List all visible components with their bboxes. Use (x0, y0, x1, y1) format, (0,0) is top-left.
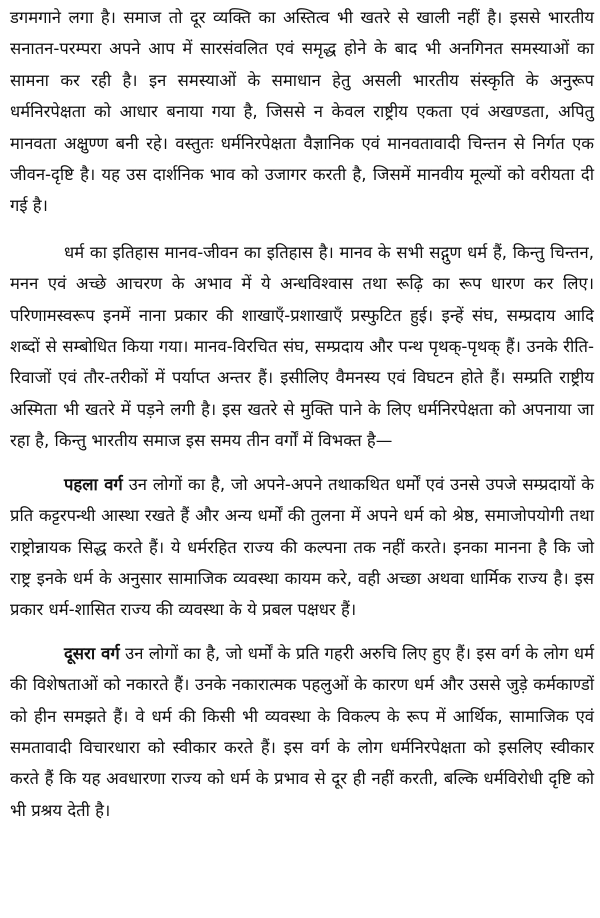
paragraph-first-class (10, 469, 594, 626)
document-page (10, 2, 594, 826)
paragraph-history-of-dharma: धर्म का इतिहास मानव-जीवन का इतिहास है। मानव के सभी सद्गुण धर्म हैं, किन्तु चिन्तन, मनन एवं अच्छे आचरण के अभाव में ये अन्धविश्वास तथा रूढ़ि का रूप धारण कर लिए। परिणामस्वरूप इनमें नाना प्रकार की शाखाएँ-प्रशाखाएँ प्रस्फुटित हुई। इन्हें संघ, सम्प्रदाय आदि शब्दों से सम्बोधित किया गया। मानव-विरचित संघ, सम्प्रदाय और पन्थ पृथक्-पृथक् हैं। उनके रीति-रिवाजों एवं तौर-तरीकों में पर्याप्त अन्तर हैं। इसीलिए वैमनस्य एवं विघटन होते हैं। सम्प्रति राष्ट्रीय अस्मिता भी खतरे में पड़ने लगी है। इस खतरे से मुक्ति पाने के लिए धर्मनिरपेक्षता को अपनाया जा रहा है, किन्तु भारतीय समाज इस समय तीन वर्गों में विभक्त है— (10, 242, 594, 451)
second-class-text: उन लोगों का है, जो धर्मों के प्रति गहरी अरुचि लिए हुए हैं। इस वर्ग के लोग धर्म की विशेषताओं को नकारते हैं। उनके नकारात्मक पहलुओं के कारण धर्म और उससे जुड़े कर्मकाण्डों को हीन समझते हैं। वे धर्म की किसी भी व्यवस्था के विकल्प के रूप में आर्थिक, सामाजिक एवं समतावादी विचारधारा को स्वीकार करते हैं। इस वर्ग के लोग धर्मनिरपेक्षता को इसलिए स्वीकार करते हैं कि यह अवधारणा राज्य को धर्म के प्रभाव से दूर ही नहीं करती, बल्कि धर्मविरोधी दृष्टि को भी प्रश्रय देती है। (10, 643, 594, 820)
second-class-term: दूसरा वर्ग (64, 643, 120, 663)
paragraph-continuation: डगमगाने लगा है। समाज तो दूर व्यक्ति का अस्तित्व भी खतरे से खाली नहीं है। इससे भारतीय सनातन-परम्परा अपने आप में सारसंवलित एवं समृद्ध होने के बाद भी अनगिनत समस्याओं का सामना कर रही है। इन समस्याओं के समाधान हेतु असली भारतीय संस्कृति के अनुरूप धर्मनिरपेक्षता को आधार बनाया गया है, जिससे न केवल राष्ट्रीय एकता एवं अखण्डता, अपितु मानवता अक्षुण्ण बनी रहे। वस्तुतः धर्मनिरपेक्षता वैज्ञानिक एवं मानवतावादी चिन्तन से निर्गत एक जीवन-दृष्टि है। यह उस दार्शनिक भाव को उजागर करती है, जिसमें मानवीय मूल्यों को वरीयता दी गई है। (10, 8, 594, 216)
first-class-text: उन लोगों का है, जो अपने-अपने तथाकथित धर्मों एवं उनसे उपजे सम्प्रदायों के प्रति कट्टरपन्थी आस्था रखते हैं और अन्य धर्मों की तुलना में अपने धर्म को श्रेष्ठ, समाजोपयोगी तथा राष्ट्रोन्नायक सिद्ध करते हैं। ये धर्मरहित राज्य की कल्पना तक नहीं करते। इनका मानना है कि जो राष्ट्र इनके धर्म के अनुसार सामाजिक व्यवस्था कायम करे, वही अच्छा अथवा धार्मिक राज्य है। इस प्रकार धर्म-शासित राज्य की व्यवस्था के ये प्रबल पक्षधर हैं। (10, 474, 594, 620)
paragraph-second-class (10, 638, 594, 826)
first-class-term: पहला वर्ग (64, 474, 123, 494)
